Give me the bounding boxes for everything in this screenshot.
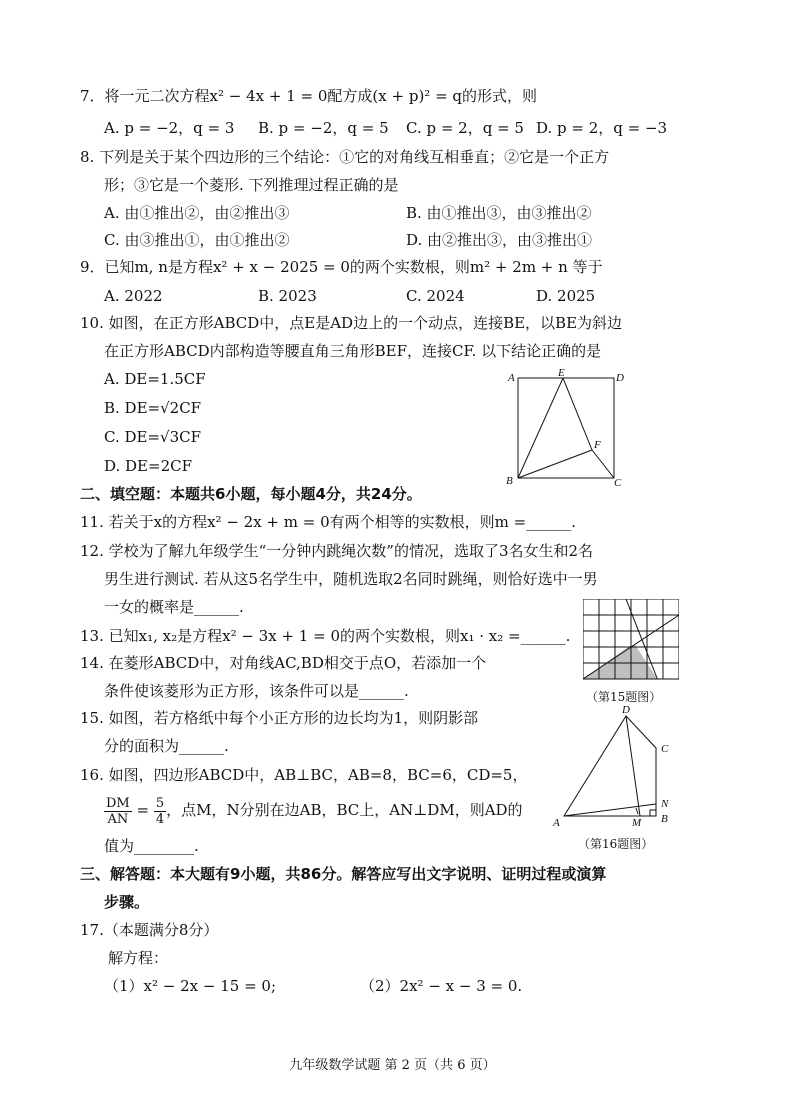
- q12-line1: 12. 学校为了解九年级学生“一分钟内跳绳次数”的情况，选取了3名女生和2名: [80, 542, 594, 560]
- q10-option-a: A. DE=1.5CF: [104, 370, 206, 388]
- label-m: M: [632, 817, 642, 826]
- q7-option-d: D. p = 2，q = −3: [536, 119, 668, 137]
- q16-line2: $\frac{DM}{AN}$ = $\frac{5}{4}$ ，点M，N分别在边AB，BC上，AN⊥DM，则AD的: [106, 795, 523, 827]
- q7-option-b: B. p = −2，q = 5: [258, 119, 389, 137]
- q9-option-b: B. 2023: [258, 287, 317, 305]
- label-d: D: [622, 704, 630, 716]
- q7-stem: 7．将一元二次方程x² − 4x + 1 = 0配方成(x + p)² = q的形式，则: [80, 87, 538, 105]
- q14-line1: 14. 在菱形ABCD中，对角线AC,BD相交于点O，若添加一个: [80, 654, 487, 672]
- q10-option-b: B. DE=√2CF: [104, 399, 202, 417]
- segment-ef: [563, 378, 592, 450]
- label-e: E: [558, 368, 565, 379]
- q10-figure-square: [500, 368, 640, 494]
- q10-stem-line2: 在正方形ABCD内部构造等腰直角三角形BEF，连接CF. 以下结论正确的是: [104, 342, 602, 360]
- right-angle-b: [650, 810, 656, 816]
- quadrilateral-abcd: [564, 716, 656, 816]
- q9-option-c: C. 2024: [406, 287, 465, 305]
- label-a: A: [508, 372, 515, 384]
- ratio-fraction-right: $\frac{5}{4}$: [155, 795, 165, 827]
- label-a: A: [553, 817, 560, 826]
- q10-option-c: C. DE=√3CF: [104, 428, 202, 446]
- q8-option-d: D. 由②推出③，由③推出①: [406, 231, 593, 249]
- q10-option-d: D. DE=2CF: [104, 457, 193, 475]
- segment-cf: [592, 450, 614, 478]
- q13-text: 13. 已知x₁, x₂是方程x² − 3x + 1 = 0的两个实数根，则x₁ · x₂ =______.: [80, 627, 571, 645]
- q7-option-a: A. p = −2，q = 3: [104, 119, 235, 137]
- q17-part1: （1）x² − 2x − 15 = 0;: [104, 977, 277, 995]
- section3-heading-line1: 三、解答题：本大题有9小题，共86分。解答应写出文字说明、证明过程或演算: [80, 865, 607, 883]
- q7-option-c: C. p = 2，q = 5: [406, 119, 524, 137]
- q8-stem-line2: 形；③它是一个菱形. 下列推理过程正确的是: [104, 176, 399, 194]
- q12-line2: 男生进行测试. 若从这5名学生中，随机选取2名同时跳绳，则恰好选中一男: [104, 570, 598, 588]
- q8-option-c: C. 由③推出①，由①推出②: [104, 231, 290, 249]
- ratio-fraction-left: $\frac{DM}{AN}$: [106, 795, 130, 827]
- q16-caption: （第16题图）: [578, 837, 654, 851]
- label-c: C: [614, 477, 622, 489]
- label-f: F: [594, 439, 601, 451]
- q17-intro: 解方程：: [108, 949, 169, 967]
- q15-figure-grid: [583, 599, 679, 687]
- q8-option-a: A. 由①推出②，由②推出③: [104, 204, 290, 222]
- label-b: B: [506, 475, 513, 487]
- label-c: C: [661, 743, 669, 755]
- q9-option-a: A. 2022: [104, 287, 163, 305]
- q11-text: 11. 若关于x的方程x² − 2x + m = 0有两个相等的实数根，则m =______.: [80, 513, 576, 531]
- q15-caption: （第15题图）: [586, 690, 662, 704]
- q9-stem: 9．已知m, n是方程x² + x − 2025 = 0的两个实数根，则m² + 2m + n 等于: [80, 258, 603, 276]
- label-b: B: [661, 813, 668, 825]
- right-angle-mark: [636, 808, 638, 814]
- q16-figure-quadrilateral: [552, 704, 682, 830]
- q16-line3: 值为________.: [104, 837, 199, 855]
- q10-stem-line1: 10. 如图，在正方形ABCD中，点E是AD边上的一个动点，连接BE，以BE为斜边: [80, 314, 623, 332]
- q15-line1: 15. 如图，若方格纸中每个小正方形的边长均为1，则阴影部: [80, 709, 479, 727]
- q9-option-d: D. 2025: [536, 287, 596, 305]
- section3-heading-line2: 步骤。: [104, 893, 150, 911]
- q17-title: 17.（本题满分8分）: [80, 921, 219, 939]
- label-n: N: [661, 798, 669, 810]
- segment-dm: [626, 716, 640, 816]
- square-abcd: [518, 378, 614, 478]
- q8-stem-line1: 8. 下列是关于某个四边形的三个结论：①它的对角线互相垂直；②它是一个正方: [80, 148, 610, 166]
- page-footer: 九年级数学试题 第 2 页（共 6 页）: [289, 1058, 496, 1073]
- q17-part2: （2）2x² − x − 3 = 0.: [360, 977, 523, 995]
- segment-an: [564, 804, 656, 816]
- q12-line3: 一女的概率是______.: [104, 598, 244, 616]
- section2-heading: 二、填空题：本题共6小题，每小题4分，共24分。: [80, 485, 422, 503]
- q8-option-b: B. 由①推出③，由③推出②: [406, 204, 592, 222]
- q16-line1: 16. 如图，四边形ABCD中，AB⊥BC，AB=8，BC=6，CD=5，: [80, 766, 528, 784]
- q14-line2: 条件使该菱形为正方形，该条件可以是______.: [104, 682, 409, 700]
- q15-line2: 分的面积为______.: [104, 737, 229, 755]
- label-d: D: [616, 372, 624, 384]
